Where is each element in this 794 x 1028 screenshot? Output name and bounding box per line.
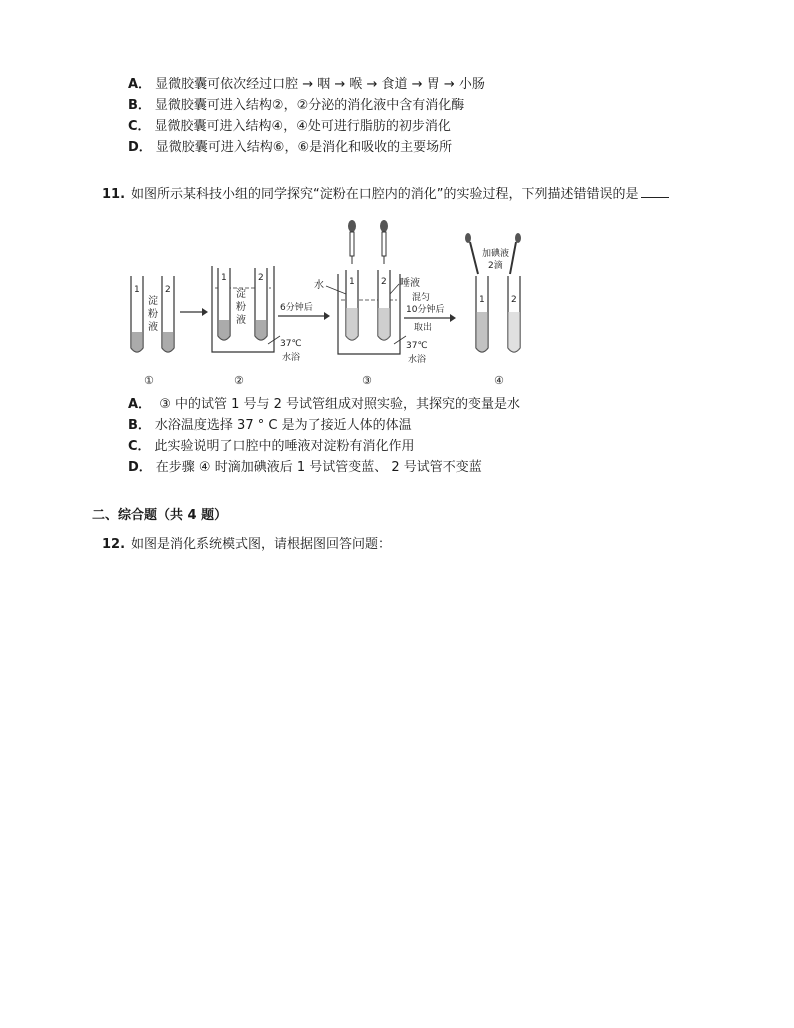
tube1-label: 1 [134,285,140,295]
option-text: ③ 中的试管 1 号与 2 号试管组成对照实验，其探究的变量是水 [155,397,521,412]
section-heading: 二、综合题（共 4 题） [92,508,228,523]
arrow-1 [180,308,208,316]
arrow1-label: 6分钟后 [280,303,313,313]
q11-option-a [128,396,520,414]
tube2-label: 2 [165,285,171,295]
mix-label: 混匀 [412,293,431,303]
step-number-3: ③ [362,374,372,387]
step3-beaker [314,220,433,365]
starch-label-1: 淀 [236,289,246,300]
arrow2-top-label: 10分钟后 [406,305,445,315]
experiment-figure [118,212,568,392]
saliva-label: 唾液 [400,278,420,289]
step-number-4: ④ [494,374,504,387]
option-letter: C． [128,439,151,454]
option-letter: B． [128,418,151,433]
step-number-2: ② [234,374,244,387]
option-letter: D． [128,140,152,155]
option-text: 此实验说明了口腔中的唾液对淀粉有消化作用 [154,439,415,454]
question-number: 12. [102,537,126,552]
tube2-label: 2 [511,295,517,305]
q10-option-a [128,76,485,94]
q10-option-d [128,139,452,157]
iodine-drops-label: 2滴 [488,261,503,271]
tube1-label: 1 [221,273,227,283]
bath-label: 水浴 [408,355,427,365]
q11-stem [102,185,669,204]
step1-tubes [131,276,174,352]
option-text: 在步骤 ④ 时滴加碘液后 1 号试管变蓝、 2 号试管不变蓝 [155,460,482,475]
option-text: 显微胶囊可进入结构②，②分泌的消化液中含有消化酶 [154,98,465,113]
q10-option-c [128,118,451,136]
q11-option-b [128,417,412,435]
option-letter: D． [128,460,152,475]
option-letter: A． [128,77,152,92]
iodine-label: 加碘液 [482,249,510,259]
option-letter: A． [128,397,152,412]
q12-stem [102,536,391,554]
question-number: 11. [102,187,126,202]
starch-label-1: 淀 [148,296,158,307]
option-text: 水浴温度选择 37 ° C 是为了接近人体的体温 [154,418,412,433]
q10-option-b [128,97,464,115]
option-letter: C． [128,119,151,134]
arrow-2 [278,301,330,320]
option-text: 显微胶囊可进入结构④，④处可进行脂肪的初步消化 [154,119,451,134]
tube2-label: 2 [381,277,387,287]
tube1-label: 1 [479,295,485,305]
tube2-label: 2 [258,273,264,283]
bath-label: 水浴 [282,353,301,363]
temp-label: 37℃ [406,341,428,351]
question-text: 如图所示某科技小组的同学探究“淀粉在口腔内的消化”的实验过程，下列描述错错误的是 [131,187,639,202]
water-label: 水 [314,280,324,291]
tube1-label: 1 [349,277,355,287]
temp-label: 37℃ [280,339,302,349]
step4-tubes [465,233,521,352]
question-text: 如图是消化系统模式图，请根据图回答问题： [131,537,392,552]
arrow-3 [404,303,456,333]
starch-label-2: 粉 [148,309,158,320]
q11-option-c [128,438,415,456]
q11-option-d [128,459,482,477]
starch-label-3: 液 [236,315,246,326]
option-text: 显微胶囊可依次经过口腔 → 咽 → 喉 → 食道 → 胃 → 小肠 [155,77,485,92]
starch-label-2: 粉 [236,302,246,313]
step-number-1: ① [144,374,154,387]
step2-beaker [212,266,302,363]
arrow2-bottom-label: 取出 [414,323,433,333]
answer-blank [641,185,669,198]
starch-label-3: 液 [148,322,158,333]
option-letter: B． [128,98,151,113]
option-text: 显微胶囊可进入结构⑥，⑥是消化和吸收的主要场所 [155,140,453,155]
